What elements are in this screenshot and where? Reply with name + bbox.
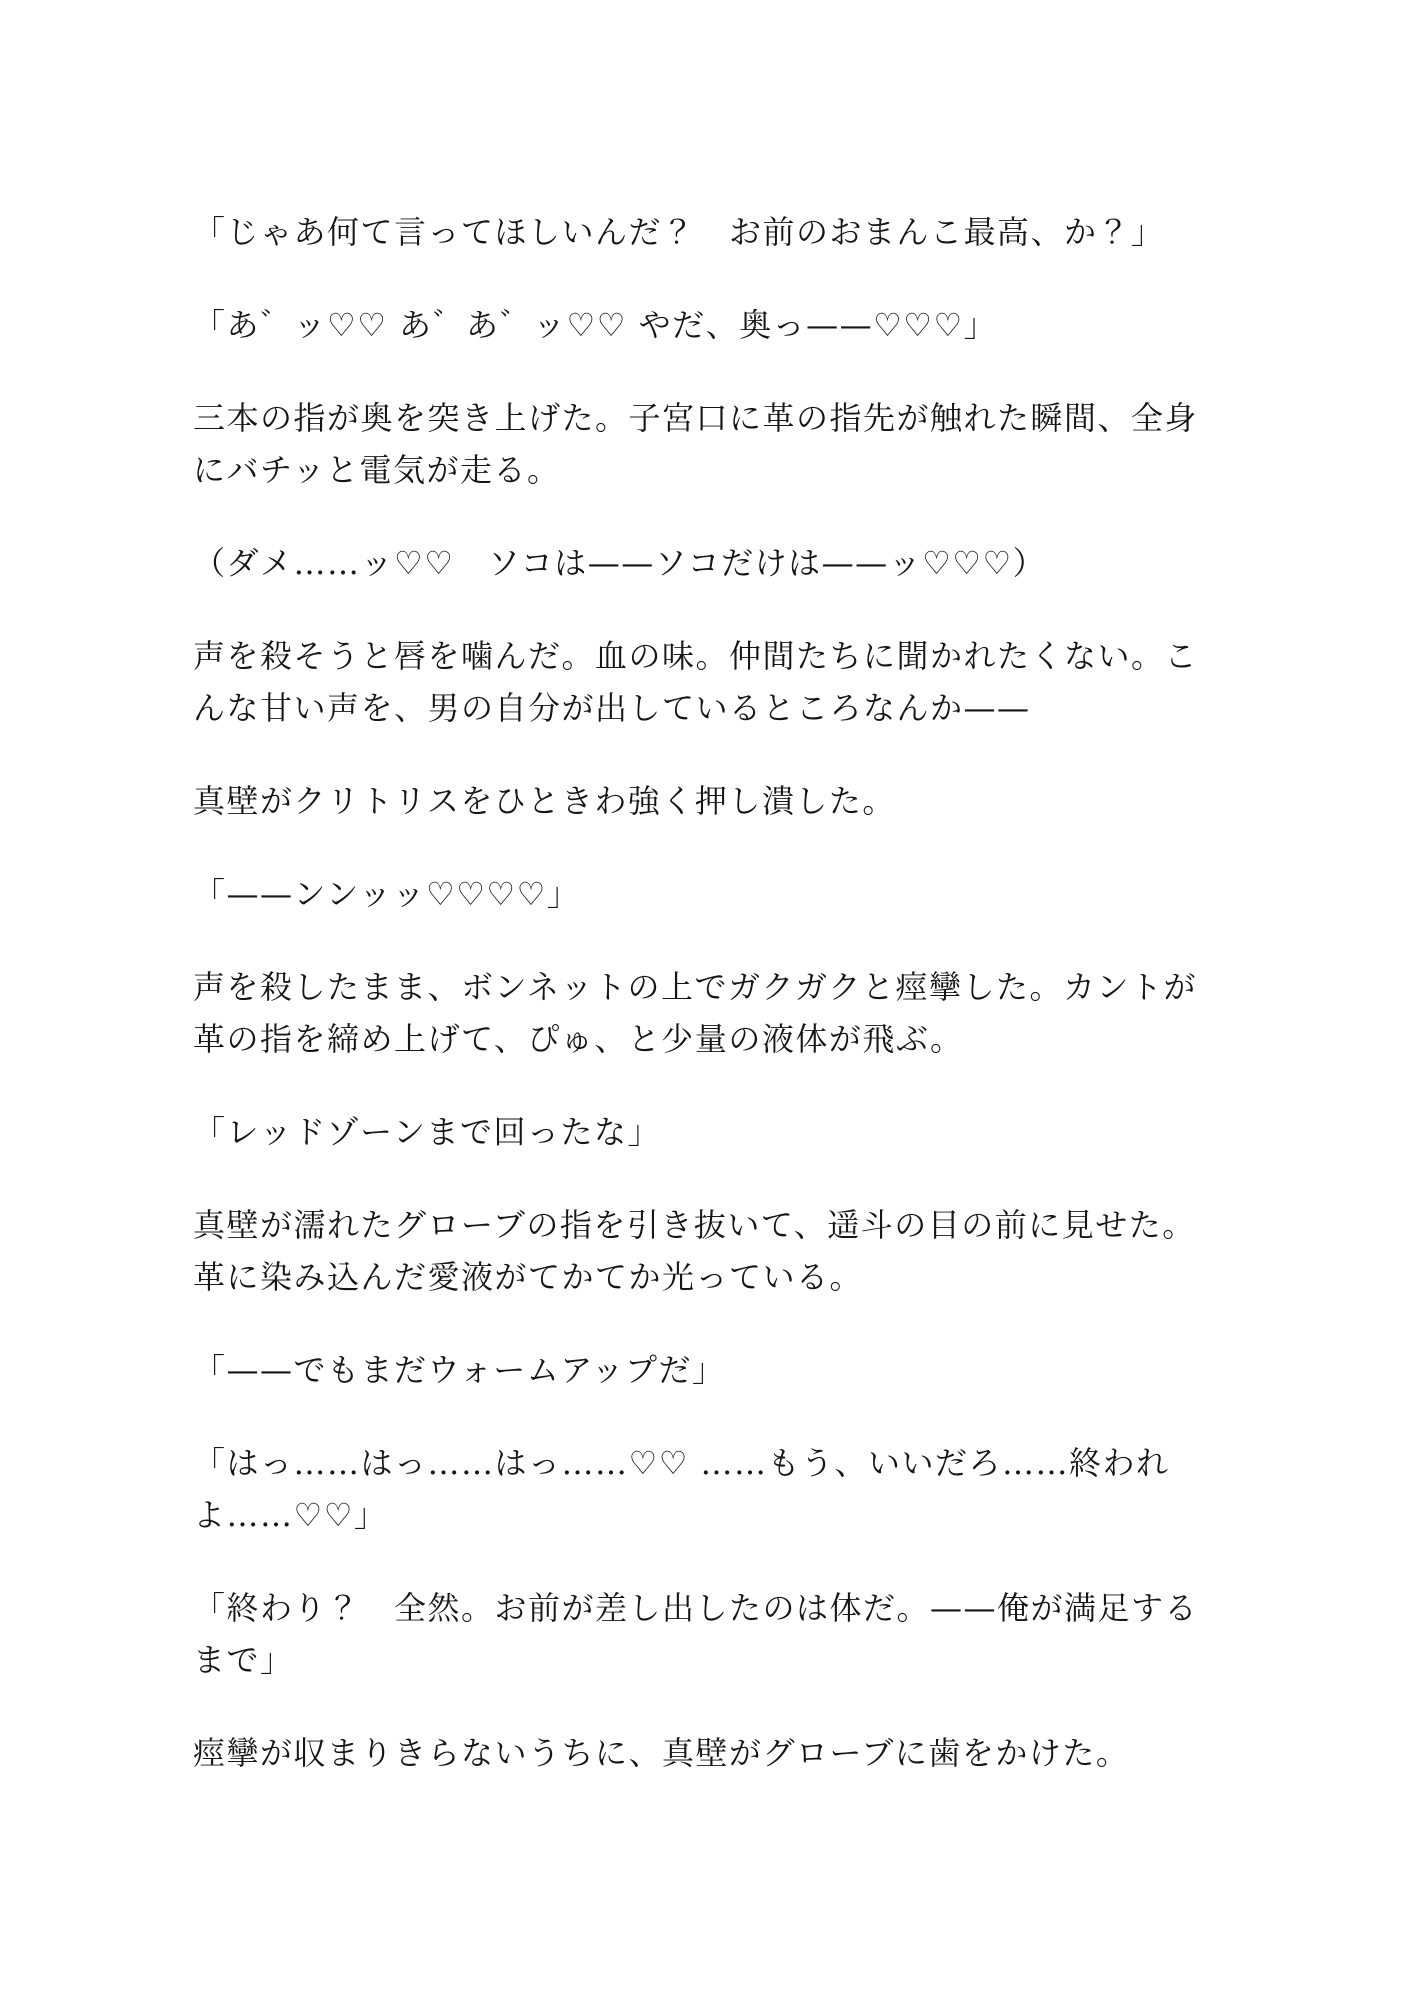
paragraph-narration-5 <box>193 1199 1323 1303</box>
text-line: 革の指を締め上げて、ぴゅ、と少量の液体が飛ぶ。 <box>193 1020 964 1058</box>
text-line: まで」 <box>193 1641 294 1679</box>
text-line: 真壁が濡れたグローブの指を引き抜いて、遥斗の目の前に見せた。 <box>193 1206 1196 1244</box>
text-line: 「じゃあ何て言ってほしいんだ？ お前のおまんこ最高、か？」 <box>193 213 1165 251</box>
text-line: 「レッドゾーンまで回ったな」 <box>193 1113 662 1151</box>
paragraph-dialogue-7 <box>193 1582 1323 1686</box>
paragraph-dialogue-3 <box>193 868 1323 920</box>
paragraph-narration-6 <box>193 1727 1323 1779</box>
paragraph-thought-1 <box>193 537 1323 589</box>
paragraph-dialogue-6 <box>193 1437 1323 1541</box>
text-line: 三本の指が奥を突き上げた。子宮口に革の指先が触れた瞬間、全身 <box>193 399 1199 437</box>
text-line: んな甘い声を、男の自分が出しているところなんか—— <box>193 689 1031 727</box>
paragraph-narration-1 <box>193 392 1323 496</box>
text-line: （ダメ……ッ♡♡ ソコは——ソコだけは——ッ♡♡♡） <box>193 544 1047 582</box>
text-line: 声を殺そうと唇を噛んだ。血の味。仲間たちに聞かれたくない。こ <box>193 637 1199 675</box>
text-line: よ……♡♡」 <box>193 1496 388 1534</box>
text-line: 革に染み込んだ愛液がてかてか光っている。 <box>193 1258 864 1296</box>
paragraph-dialogue-1 <box>193 206 1323 258</box>
paragraph-narration-2 <box>193 630 1323 734</box>
text-block <box>193 206 1323 1779</box>
paragraph-narration-3 <box>193 775 1323 827</box>
text-line: 「あ゛ッ♡♡ あ゛あ゛ッ♡♡ やだ、奥っ——♡♡♡」 <box>193 306 998 344</box>
text-line: 痙攣が収まりきらないうちに、真壁がグローブに歯をかけた。 <box>193 1734 1130 1772</box>
text-line: 真壁がクリトリスをひときわ強く押し潰した。 <box>193 782 896 820</box>
text-line: 声を殺したまま、ボンネットの上でガクガクと痙攣した。カントが <box>193 968 1198 1006</box>
text-line: 「——ンンッッ♡♡♡♡」 <box>193 875 581 913</box>
paragraph-narration-4 <box>193 961 1323 1065</box>
paragraph-dialogue-5 <box>193 1344 1323 1396</box>
text-line: 「——でもまだウォームアップだ」 <box>193 1351 726 1389</box>
paragraph-dialogue-2 <box>193 299 1323 351</box>
paragraph-dialogue-4 <box>193 1106 1323 1158</box>
text-line: 「はっ……はっ……はっ……♡♡ ……もう、いいだろ……終われ <box>193 1444 1170 1482</box>
text-line: 「終わり？ 全然。お前が差し出したのは体だ。——俺が満足する <box>193 1589 1199 1627</box>
text-line: にバチッと電気が走る。 <box>193 451 561 489</box>
